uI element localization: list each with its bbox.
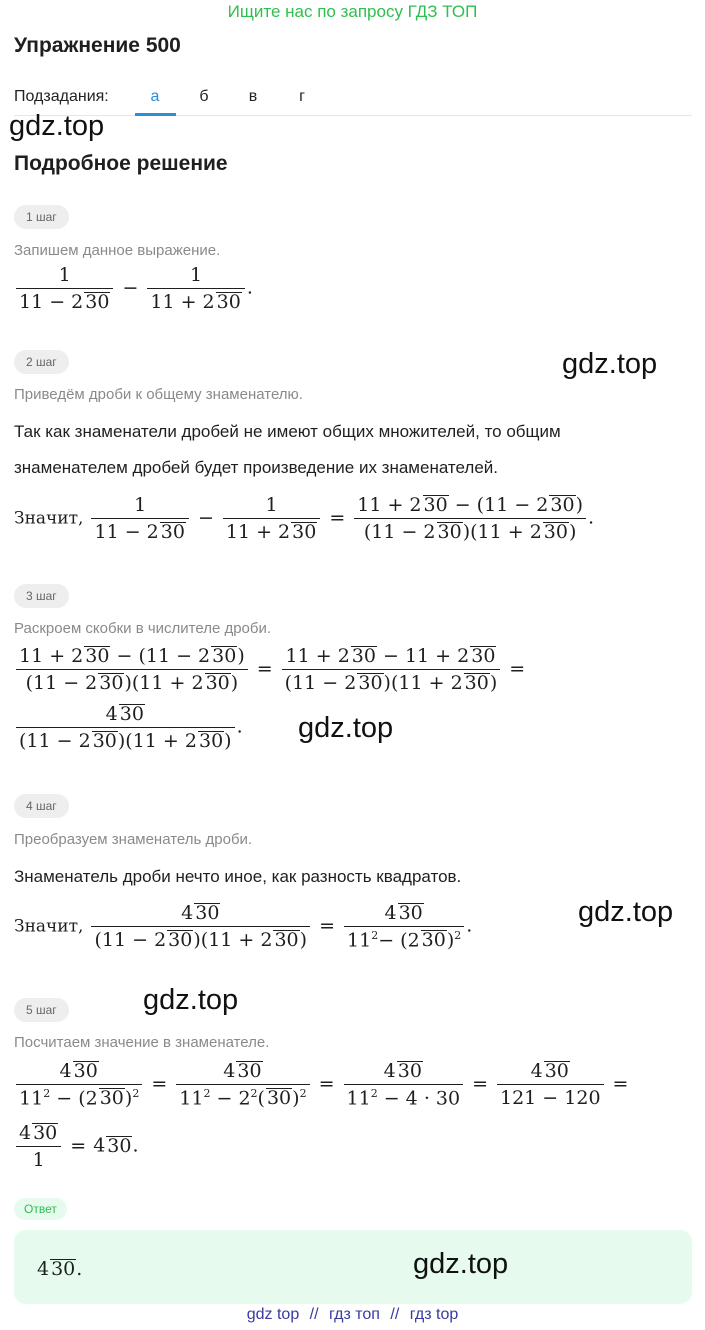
step-text: Так как знаменатели дробей не имеют общих множителей, то общим	[14, 422, 561, 441]
tab-b[interactable]: б	[199, 88, 209, 105]
tabs-divider	[14, 115, 692, 116]
search-banner: Ищите нас по запросу ГДЗ ТОП	[227, 2, 478, 21]
active-tab-indicator	[135, 113, 176, 116]
footer-links	[0, 1306, 705, 1324]
subtasks-label: Подзадания:	[14, 88, 109, 105]
answer-value: 4 30.	[37, 1258, 83, 1280]
step-badge: 1 шаг	[14, 205, 69, 229]
tab-a[interactable]: а	[150, 88, 160, 105]
step-badge: 5 шаг	[14, 998, 69, 1022]
footer-separator: //	[309, 1306, 319, 1323]
answer-box	[14, 1230, 692, 1304]
watermark: gdz.top	[298, 712, 394, 744]
tab-v[interactable]: в	[248, 88, 258, 105]
watermark: gdz.top	[413, 1248, 509, 1280]
math-expression-5b: $\frac{4 30}{1}$ = 4 30.	[14, 1122, 139, 1171]
page-title: Упражнение 500	[14, 34, 181, 57]
tab-g[interactable]: г	[299, 88, 305, 105]
step-hint: Раскроем скобки в числителе дроби.	[14, 620, 272, 637]
step-hint: Посчитаем значение в знаменателе.	[14, 1034, 270, 1051]
step-badge: 3 шаг	[14, 584, 69, 608]
footer-separator: //	[390, 1306, 400, 1323]
footer-link[interactable]: gdz top	[246, 1306, 300, 1323]
math-expression-2: Значит, $\frac{1}{11 - 2 30}$ − $\frac{1}{11 + 2 30}$ = $\frac{11 + 2 30 - (11 - 2 30)}{(11 - 2 30)(11 + 2 30)}$ .	[14, 494, 595, 543]
step-badge: 2 шаг	[14, 350, 69, 374]
watermark: gdz.top	[9, 110, 105, 142]
watermark: gdz.top	[578, 896, 674, 928]
math-expression-5a: $\frac{4 30}{11^2 - (2 30)^2}$ = $\frac{4 30}{11^2 - 2^2( 30)^2}$ = $\frac{4 30}{11^2 - 4 \cdot 30}$ = $\frac{4 30}{121 - 120}$ =	[14, 1060, 635, 1109]
watermark: gdz.top	[143, 984, 239, 1016]
footer-link[interactable]: гдз топ	[329, 1306, 380, 1323]
step-hint: Преобразуем знаменатель дроби.	[14, 831, 253, 848]
step-hint: Приведём дроби к общему знаменателю.	[14, 386, 303, 403]
watermark: gdz.top	[562, 348, 658, 380]
math-expression-1: $\frac{1}{11 - 2 30}$ − $\frac{1}{11 + 2 30}$ .	[14, 264, 253, 313]
answer-badge: Ответ	[14, 1198, 67, 1220]
math-expression-4: Значит, $\frac{4 30}{(11 - 2 30)(11 + 2 30)}$ = $\frac{4 30}{11^2- (2 30)^2}$ .	[14, 902, 473, 952]
step-hint: Запишем данное выражение.	[14, 242, 221, 259]
step-text: знаменателем дробей будет произведение их знаменателей.	[14, 458, 498, 477]
footer-link[interactable]: гдз top	[409, 1306, 459, 1323]
math-expression-3a: $\frac{11 + 2 30 - (11 - 2 30)}{(11 - 2 30)(11 + 2 30)}$ = $\frac{11 + 2 30 - 11 + 2 30}{(11 - 2 30)(11 + 2 30)}$ =	[14, 645, 532, 694]
step-text: Знаменатель дроби нечто иное, как разность квадратов.	[14, 867, 462, 886]
step-badge: 4 шаг	[14, 794, 69, 818]
section-title: Подробное решение	[14, 152, 228, 175]
math-expression-3b: $\frac{4 30}{(11 - 2 30)(11 + 2 30)}$ .	[14, 703, 243, 752]
